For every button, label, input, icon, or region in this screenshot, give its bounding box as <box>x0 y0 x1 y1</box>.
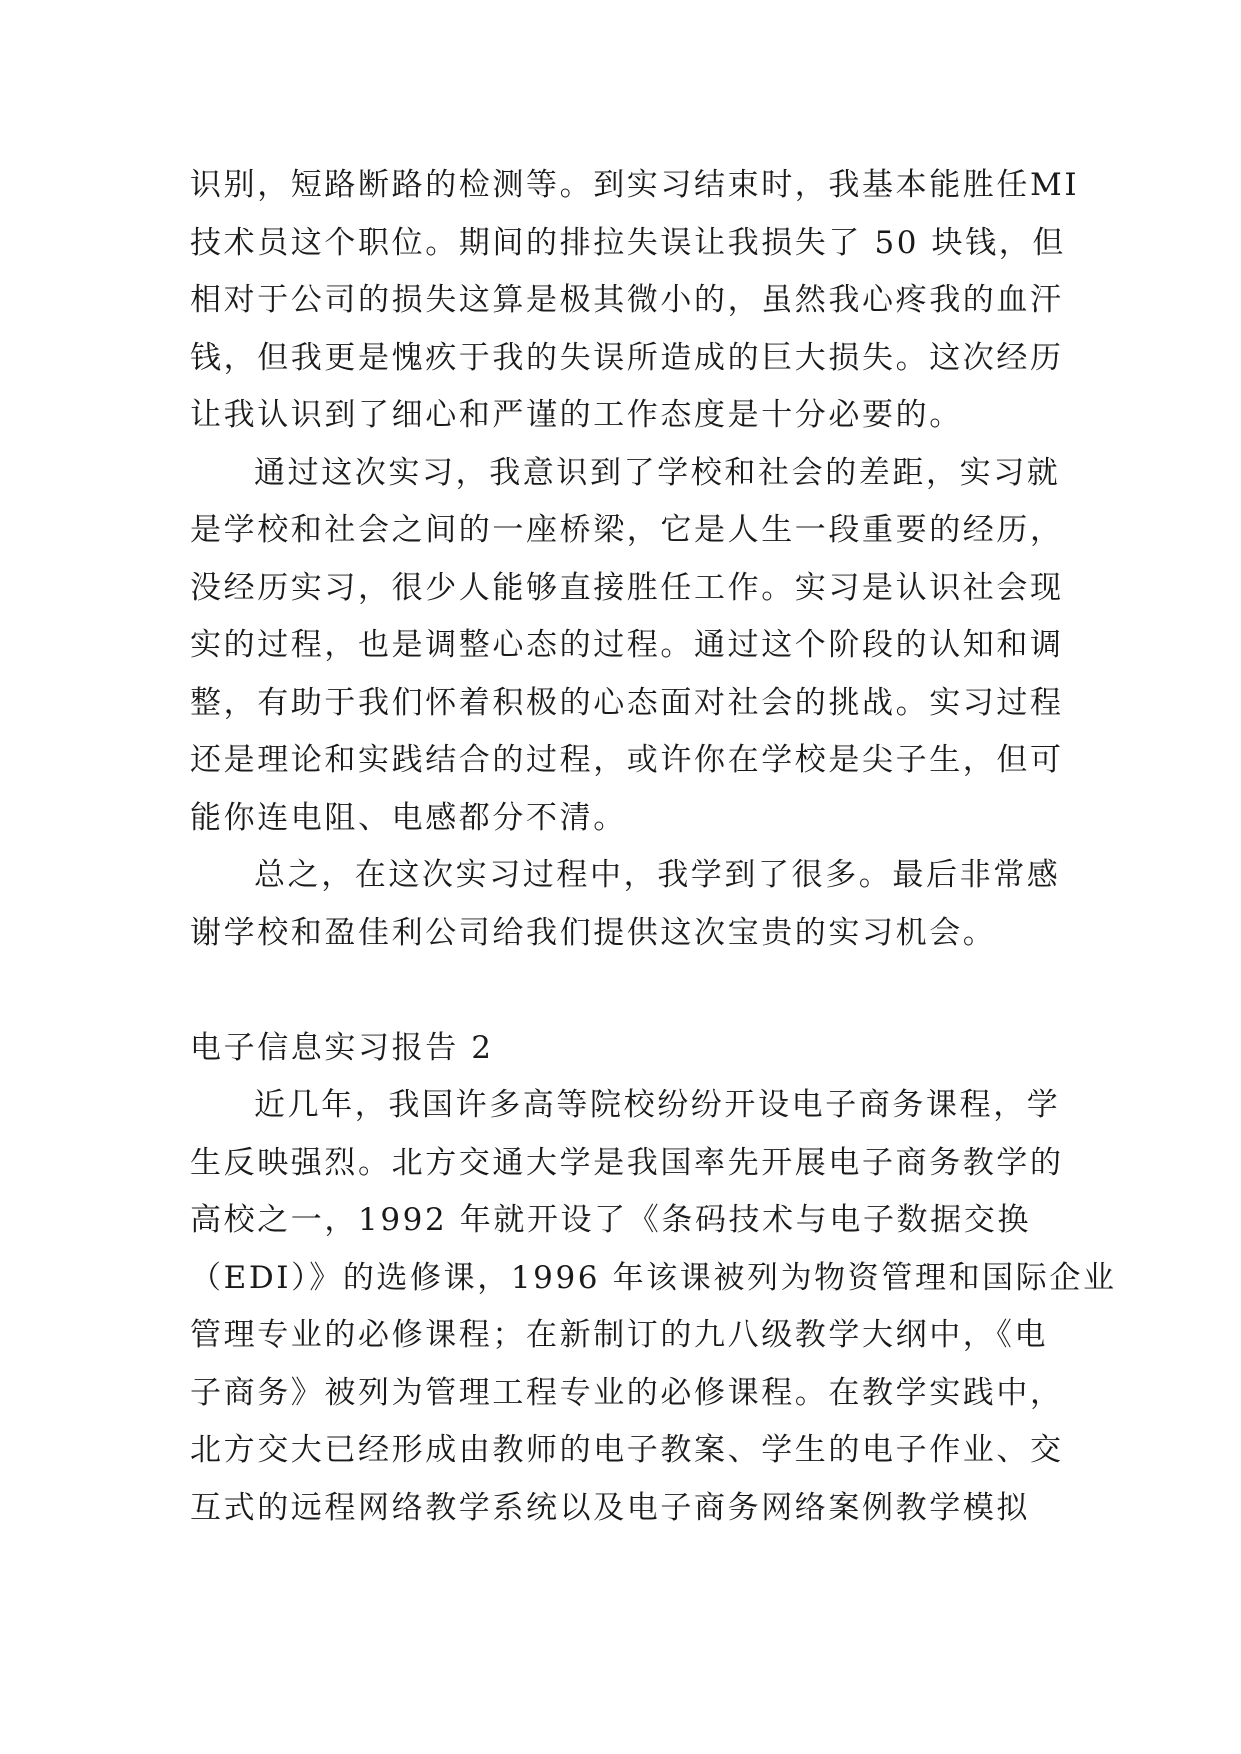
paragraph-2 <box>190 445 1064 848</box>
text-line: 生反映强烈。北方交通大学是我国率先开展电子商务教学的 <box>190 1144 1064 1181</box>
text-line: 钱，但我更是愧疚于我的失误所造成的巨大损失。这次经历 <box>190 339 1064 376</box>
text-line: 北方交大已经形成由教师的电子教案、学生的电子作业、交 <box>190 1432 1064 1468</box>
text-line: 相对于公司的损失这算是极其微小的，虽然我心疼我的血汗 <box>190 282 1064 318</box>
paragraph-3 <box>190 847 1060 962</box>
text-line: 让我认识到了细心和严谨的工作态度是十分必要的。 <box>190 397 963 433</box>
text-line: 管理专业的必修课程；在新制订的九八级教学大纲中，《电 <box>190 1317 1049 1353</box>
document-page <box>190 157 1117 1537</box>
section-paragraph <box>190 1077 1117 1537</box>
paragraph-1 <box>190 157 1080 445</box>
section-title: 电子信息实习报告 2 <box>190 1029 494 1066</box>
text-line: 谢学校和盈佳利公司给我们提供这次宝贵的实习机会。 <box>190 914 997 951</box>
text-line: 高校之一，1992 年就开设了《条码技术与电子数据交换 <box>190 1202 1031 1238</box>
text-line: 总之，在这次实习过程中，我学到了很多。最后非常感 <box>254 857 1061 893</box>
text-line: 近几年，我国许多高等院校纷纷开设电子商务课程，学 <box>254 1087 1061 1123</box>
text-line: （EDI）》的选修课，1996 年该课被列为物资管理和国际企业 <box>190 1259 1117 1296</box>
text-line: 识别，短路断路的检测等。到实习结束时，我基本能胜任MI <box>190 167 1080 203</box>
text-line: 还是理论和实践结合的过程，或许你在学校是尖子生，但可 <box>190 742 1064 778</box>
text-line: 能你连电阻、电感都分不清。 <box>190 799 627 836</box>
text-line: 子商务》被列为管理工程专业的必修课程。在教学实践中， <box>190 1374 1064 1411</box>
text-line: 互式的远程网络教学系统以及电子商务网络案例教学模拟 <box>190 1489 1030 1526</box>
text-line: 是学校和社会之间的一座桥梁，它是人生一段重要的经历， <box>190 512 1064 548</box>
text-line: 技术员这个职位。期间的排拉失误让我损失了 50 块钱，但 <box>190 224 1066 261</box>
text-line: 实的过程，也是调整心态的过程。通过这个阶段的认知和调 <box>190 627 1064 663</box>
text-line: 整，有助于我们怀着积极的心态面对社会的挑战。实习过程 <box>190 684 1064 721</box>
blank-line <box>190 962 1060 1020</box>
text-line: 通过这次实习，我意识到了学校和社会的差距，实习就 <box>254 454 1061 491</box>
text-line: 没经历实习，很少人能够直接胜任工作。实习是认识社会现 <box>190 569 1064 606</box>
